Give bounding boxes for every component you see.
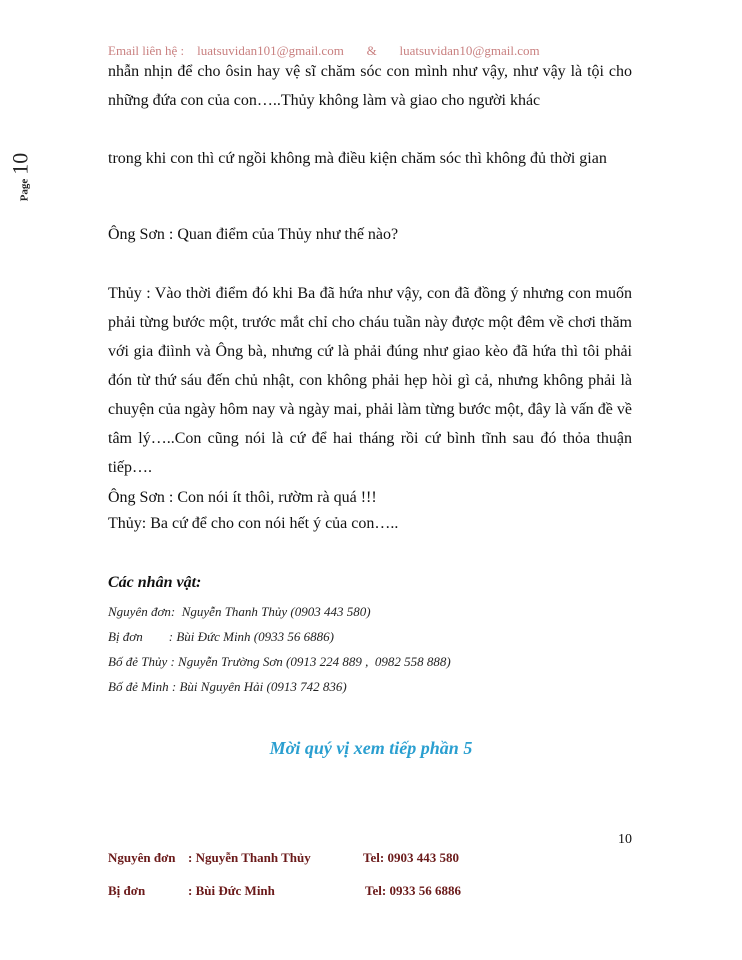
email-label: Email liên hệ : (108, 43, 185, 58)
footer-defendant (108, 883, 461, 899)
paragraph-6: Thủy: Ba cứ để cho con nói hết ý của con….. (108, 515, 399, 532)
footer-defendant-label: Bị đơn (108, 883, 146, 898)
footer-plaintiff-label: Nguyên đơn (108, 850, 176, 865)
email-separator: & (366, 43, 377, 58)
side-page-number: 10 (7, 152, 33, 175)
footer-plaintiff-tel: Tel: 0903 443 580 (363, 850, 459, 865)
email-link-1[interactable]: luatsuvidan101@gmail.com (197, 43, 344, 58)
next-part-heading: Mời quý vị xem tiếp phần 5 (269, 738, 473, 758)
footer-plaintiff-name: : Nguyễn Thanh Thủy (188, 850, 311, 865)
paragraph-2: trong khi con thì cứ ngồi không mà điều kiện chăm sóc thì không đủ thời gian (108, 150, 607, 167)
page-number: 10 (618, 832, 632, 847)
side-page-word: Page (18, 178, 31, 202)
footer-defendant-name: : Bùi Đức Minh (188, 883, 275, 898)
character-line: Bố đẻ Minh : Bùi Nguyên Hải (0913 742 836) (108, 679, 347, 694)
character-line: Bố đẻ Thủy : Nguyễn Trường Sơn (0913 224 889 , 0982 558 888) (108, 654, 451, 669)
paragraph-3: Ông Sơn : Quan điểm của Thủy như thế nào? (108, 226, 399, 243)
footer-plaintiff (108, 850, 459, 866)
email-link-2[interactable]: luatsuvidan10@gmail.com (399, 43, 540, 58)
paragraph-1: nhẫn nhịn để cho ôsin hay vệ sĩ chăm sóc con mình như vậy, như vậy là tội cho những đứa con của con…..Thủy không làm và giao cho người khác (108, 63, 632, 109)
character-line: Nguyên đơn: Nguyễn Thanh Thủy (0903 443 580) (108, 604, 371, 619)
footer-defendant-tel: Tel: 0933 56 6886 (365, 883, 461, 898)
paragraph-4: Thủy : Vào thời điểm đó khi Ba đã hứa như vậy, con đã đồng ý nhưng con muốn phải từng bước một, trước mắt chỉ cho cháu tuần này được một đêm về chơi thăm với gia điình và Ông bà, nhưng cứ là phải đúng như giao kèo đã hứa thì tôi phải đón từ thứ sáu đến chủ nhật, con không phải hẹp hòi gì cả, nhưng không phải là chuyện của ngày hôm nay và ngày mai, phải làm từng bước một, đây là vấn đề về tâm lý…..Con cũng nói là cứ để hai tháng rồi cứ bình tĩnh sau đó thỏa thuận tiếp…. (108, 285, 632, 476)
side-page-label (7, 150, 40, 210)
paragraph-5: Ông Sơn : Con nói ít thôi, rườm rà quá !!! (108, 489, 377, 506)
characters-title: Các nhân vật: (108, 574, 202, 591)
character-line: Bị đơn : Bùi Đức Minh (0933 56 6886) (108, 629, 334, 644)
